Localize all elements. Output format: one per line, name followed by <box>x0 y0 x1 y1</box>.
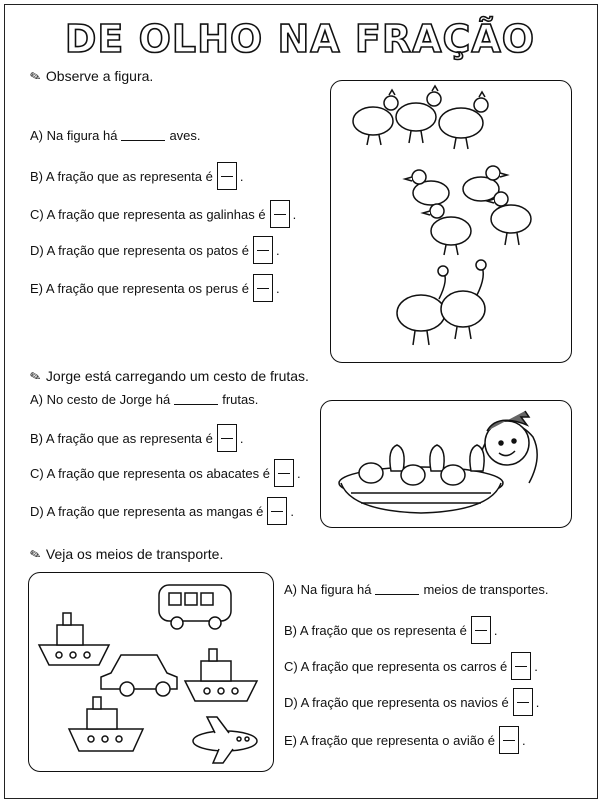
turkey-icon <box>397 266 448 345</box>
fraction-box[interactable] <box>471 616 491 644</box>
section1-question-c: C) A fração que representa as galinhas é . <box>30 200 296 228</box>
fraction-box[interactable] <box>513 688 533 716</box>
pencil-icon: ✎ <box>28 545 43 564</box>
section3-question-d: D) A fração que representa os navios é . <box>284 688 539 716</box>
section2-heading: ✎ Jorge está carregando um cesto de frutas. <box>28 367 309 386</box>
section2-question-c: C) A fração que representa os abacates é . <box>30 459 301 487</box>
fraction-box[interactable] <box>499 726 519 754</box>
fraction-box[interactable] <box>253 274 273 302</box>
section2-question-d: D) A fração que representa as mangas é . <box>30 497 294 525</box>
fraction-box[interactable] <box>217 424 237 452</box>
birds-picture <box>330 80 572 363</box>
section3-question-c: C) A fração que representa os carros é . <box>284 652 538 680</box>
boy-icon <box>480 411 538 483</box>
duck-icon <box>487 192 531 245</box>
hen-icon <box>353 90 398 145</box>
fraction-box[interactable] <box>511 652 531 680</box>
birds-illustration <box>331 81 573 364</box>
section3-heading: ✎ Veja os meios de transporte. <box>28 545 224 564</box>
section1-question-a: A) Na figura há aves. <box>30 128 201 143</box>
fruit-basket-picture <box>320 400 572 528</box>
duck-icon <box>423 204 471 255</box>
fraction-box[interactable] <box>267 497 287 525</box>
section2-question-b: B) A fração que as representa é . <box>30 424 243 452</box>
ship-icon <box>69 697 143 751</box>
pencil-icon: ✎ <box>28 67 43 86</box>
fraction-box[interactable] <box>217 162 237 190</box>
section1-question-e: E) A fração que representa os perus é . <box>30 274 280 302</box>
title-text: DE OLHO NA FRAÇÃO <box>64 17 536 61</box>
ship-icon <box>185 649 257 701</box>
boy-with-basket-illustration <box>321 401 573 529</box>
answer-blank[interactable] <box>375 584 419 595</box>
hen-icon <box>439 92 488 149</box>
fraction-box[interactable] <box>270 200 290 228</box>
section1-question-b: B) A fração que as representa é . <box>30 162 243 190</box>
section2-question-a: A) No cesto de Jorge há frutas. <box>30 392 259 407</box>
fraction-box[interactable] <box>253 236 273 264</box>
transport-illustration <box>29 573 275 773</box>
ship-icon <box>39 613 109 665</box>
section3-question-a: A) Na figura há meios de transportes. <box>284 582 549 597</box>
bus-icon <box>159 585 231 629</box>
answer-blank[interactable] <box>174 394 218 405</box>
fraction-box[interactable] <box>274 459 294 487</box>
transport-picture <box>28 572 274 772</box>
section3-question-e: E) A fração que representa o avião é . <box>284 726 526 754</box>
section3-question-b: B) A fração que os representa é . <box>284 616 497 644</box>
section1-heading: ✎ Observe a figura. <box>28 67 154 86</box>
worksheet-title <box>60 12 540 62</box>
pencil-icon: ✎ <box>28 367 43 386</box>
answer-blank[interactable] <box>121 130 165 141</box>
car-icon <box>101 655 177 696</box>
section1-question-d: D) A fração que representa os patos é . <box>30 236 280 264</box>
airplane-icon <box>193 717 257 763</box>
duck-icon <box>405 170 449 205</box>
hen-icon <box>396 86 441 143</box>
